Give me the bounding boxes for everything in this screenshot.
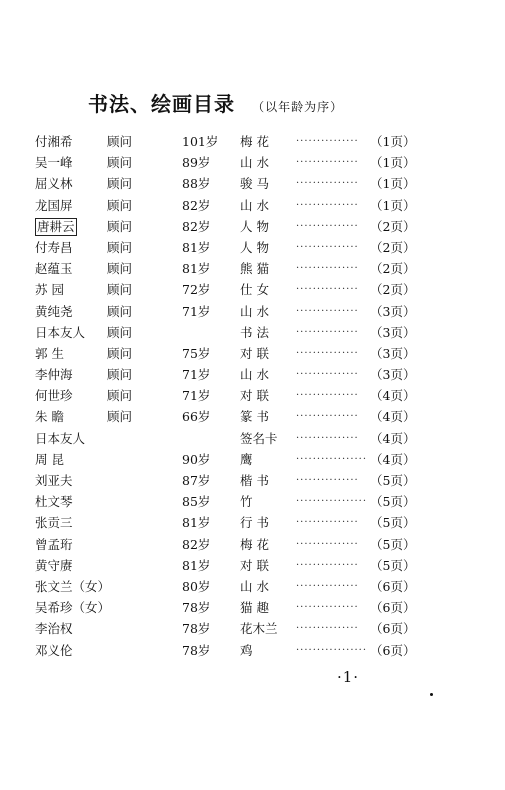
leader-dots: ················· — [296, 644, 368, 656]
artist-age: 72岁 — [182, 282, 211, 298]
page-reference: （3页） — [370, 367, 416, 383]
artwork-title: 山 水 — [240, 155, 269, 171]
leader-dots: ··············· — [296, 411, 359, 423]
leader-dots: ··············· — [296, 602, 359, 614]
artist-age: 82岁 — [182, 536, 211, 552]
artist-age: 85岁 — [182, 494, 211, 510]
artist-name: 日本友人 — [35, 324, 86, 340]
artwork-title: 猫 趣 — [240, 600, 269, 616]
artist-role: 顾问 — [107, 239, 133, 255]
catalog-list — [0, 131, 505, 661]
artist-age: 66岁 — [182, 409, 211, 425]
artist-name: 邓义伦 — [35, 642, 73, 658]
artist-age: 71岁 — [182, 367, 211, 383]
page-reference: （1页） — [370, 134, 416, 149]
list-item — [0, 470, 505, 491]
artist-age: 81岁 — [182, 239, 211, 255]
page-reference: （6页） — [370, 642, 416, 658]
artist-name: 付寿昌 — [35, 239, 73, 255]
page-reference: （5页） — [370, 536, 416, 552]
artist-role: 顾问 — [107, 282, 133, 298]
artwork-title: 书 法 — [240, 324, 269, 340]
leader-dots: ··············· — [296, 157, 359, 169]
page-reference: （2页） — [370, 218, 416, 234]
artist-name: 李治权 — [35, 621, 73, 637]
leader-dots: ··············· — [296, 347, 359, 359]
leader-dots: ··············· — [296, 580, 359, 592]
artist-role: 顾问 — [107, 367, 133, 383]
artwork-title: 山 水 — [240, 367, 269, 383]
artwork-title: 梅 花 — [240, 134, 269, 149]
artwork-title: 熊 猫 — [240, 261, 269, 277]
artist-name: 黄守赓 — [35, 557, 73, 573]
artwork-title: 人 物 — [240, 239, 269, 255]
leader-dots: ··············· — [296, 390, 359, 402]
page-reference: （2页） — [370, 239, 416, 255]
artist-name: 赵蕴玉 — [35, 261, 73, 277]
stray-dot-mark — [430, 693, 433, 696]
list-item — [0, 491, 505, 512]
artist-age: 78岁 — [182, 621, 211, 637]
page-title: 书法、绘画目录 — [88, 92, 235, 116]
leader-dots: ··············· — [296, 241, 359, 253]
leader-dots: ··············· — [296, 284, 359, 296]
page-reference: （6页） — [370, 600, 416, 616]
page-reference: （6页） — [370, 621, 416, 637]
page-reference: （5页） — [370, 557, 416, 573]
artist-age: 90岁 — [182, 451, 211, 467]
page-reference: （2页） — [370, 282, 416, 298]
list-item — [0, 597, 505, 618]
artist-name: 周 昆 — [35, 451, 64, 467]
artwork-title: 人 物 — [240, 218, 269, 234]
list-item — [0, 576, 505, 597]
artist-role: 顾问 — [107, 409, 133, 425]
list-item — [0, 534, 505, 555]
leader-dots: ··············· — [296, 369, 359, 381]
artwork-title: 梅 花 — [240, 536, 269, 552]
artist-name: 苏 园 — [35, 282, 64, 298]
page-reference: （5页） — [370, 515, 416, 531]
artist-age: 82岁 — [182, 197, 211, 213]
leader-dots: ··············· — [296, 220, 359, 232]
leader-dots: ··············· — [296, 559, 359, 571]
leader-dots: ················· — [296, 453, 368, 465]
artwork-title: 鹰 — [240, 451, 253, 467]
artist-age: 75岁 — [182, 345, 211, 361]
artist-name: 唐耕云 — [37, 218, 75, 234]
page-subtitle: （以年龄为序） — [252, 100, 344, 114]
artist-name: 黄纯尧 — [35, 303, 73, 319]
artist-role: 顾问 — [107, 197, 133, 213]
list-item — [0, 322, 505, 343]
artist-role: 顾问 — [107, 324, 133, 340]
list-item — [0, 428, 505, 449]
artist-name: 吴一峰 — [35, 155, 73, 171]
artist-name: 曾孟珩 — [35, 536, 73, 552]
artist-role: 顾问 — [107, 176, 133, 192]
artist-age: 89岁 — [182, 155, 211, 171]
page-reference: （1页） — [370, 176, 416, 192]
page-reference: （2页） — [370, 261, 416, 277]
artist-role: 顾问 — [107, 218, 133, 234]
leader-dots: ··············· — [296, 178, 359, 190]
artist-age: 101岁 — [182, 134, 219, 149]
artwork-title: 骏 马 — [240, 176, 269, 192]
artwork-title: 对 联 — [240, 388, 269, 404]
list-item — [0, 301, 505, 322]
page-number: ·1· — [337, 668, 360, 686]
artist-age: 81岁 — [182, 557, 211, 573]
page-reference: （3页） — [370, 324, 416, 340]
artist-name: 张贡三 — [35, 515, 73, 531]
artist-name: 付湘希 — [35, 134, 73, 149]
artwork-title: 竹 — [240, 494, 253, 510]
list-item — [0, 343, 505, 364]
leader-dots: ··············· — [296, 305, 359, 317]
list-item — [0, 195, 505, 216]
artist-name: 杜文琴 — [35, 494, 73, 510]
list-item — [0, 618, 505, 639]
artist-age: 87岁 — [182, 473, 211, 488]
list-item — [0, 152, 505, 173]
catalog-title — [88, 88, 343, 117]
list-item — [0, 279, 505, 300]
list-item — [0, 385, 505, 406]
artist-role: 顾问 — [107, 134, 133, 149]
artist-name: 郭 生 — [35, 345, 64, 361]
artist-age: 82岁 — [182, 218, 211, 234]
artist-name: 朱 瞻 — [35, 409, 64, 425]
page-reference: （4页） — [370, 388, 416, 404]
page-reference: （4页） — [370, 430, 416, 446]
list-item — [0, 449, 505, 470]
artwork-title: 对 联 — [240, 557, 269, 573]
list-item — [0, 131, 505, 152]
artist-age: 78岁 — [182, 642, 211, 658]
artwork-title: 篆 书 — [240, 409, 269, 425]
artist-role: 顾问 — [107, 261, 133, 277]
artwork-title: 行 书 — [240, 515, 269, 531]
page-reference: （5页） — [370, 473, 416, 488]
list-item — [0, 555, 505, 576]
artwork-title: 山 水 — [240, 197, 269, 213]
leader-dots: ··············· — [296, 136, 359, 147]
artist-age: 80岁 — [182, 578, 211, 594]
artist-name: 何世珍 — [35, 388, 73, 404]
artist-name: 日本友人 — [35, 430, 86, 446]
artwork-title: 花木兰 — [240, 621, 278, 637]
artist-name: 刘亚夫 — [35, 473, 73, 488]
leader-dots: ··············· — [296, 199, 359, 211]
leader-dots: ··············· — [296, 517, 359, 529]
artwork-title: 对 联 — [240, 345, 269, 361]
artwork-title: 山 水 — [240, 578, 269, 594]
artist-role: 顾问 — [107, 345, 133, 361]
leader-dots: ··············· — [296, 538, 359, 550]
artist-age: 71岁 — [182, 303, 211, 319]
leader-dots: ··············· — [296, 432, 359, 444]
artist-role: 顾问 — [107, 388, 133, 404]
list-item — [0, 512, 505, 533]
artist-age: 88岁 — [182, 176, 211, 192]
list-item — [0, 258, 505, 279]
list-item — [0, 173, 505, 194]
artist-age: 81岁 — [182, 515, 211, 531]
list-item — [0, 640, 505, 661]
artist-name: 龙国屏 — [35, 197, 73, 213]
artist-name: 李仲海 — [35, 367, 73, 383]
page-reference: （3页） — [370, 345, 416, 361]
artist-age: 71岁 — [182, 388, 211, 404]
artwork-title: 鸡 — [240, 642, 253, 658]
page-reference: （5页） — [370, 494, 416, 510]
artist-age: 81岁 — [182, 261, 211, 277]
leader-dots: ··············· — [296, 475, 359, 486]
artist-role: 顾问 — [107, 303, 133, 319]
page-reference: （1页） — [370, 155, 416, 171]
artwork-title: 仕 女 — [240, 282, 269, 298]
artist-name: 张文兰（女） — [35, 578, 111, 594]
artwork-title: 楷 书 — [240, 473, 269, 488]
leader-dots: ··············· — [296, 623, 359, 635]
page-reference: （4页） — [370, 409, 416, 425]
artist-name: 吴希珍（女） — [35, 600, 111, 616]
page-reference: （3页） — [370, 303, 416, 319]
artist-role: 顾问 — [107, 155, 133, 171]
artist-age: 78岁 — [182, 600, 211, 616]
page-reference: （1页） — [370, 197, 416, 213]
artwork-title: 签名卡 — [240, 430, 278, 446]
list-item — [0, 237, 505, 258]
list-item — [0, 406, 505, 427]
page-reference: （6页） — [370, 578, 416, 594]
leader-dots: ··············· — [296, 326, 359, 338]
list-item — [0, 216, 505, 237]
artist-name: 屈义林 — [35, 176, 73, 192]
artwork-title: 山 水 — [240, 303, 269, 319]
list-item — [0, 364, 505, 385]
page-reference: （4页） — [370, 451, 416, 467]
leader-dots: ··············· — [296, 263, 359, 275]
leader-dots: ················· — [296, 496, 368, 508]
